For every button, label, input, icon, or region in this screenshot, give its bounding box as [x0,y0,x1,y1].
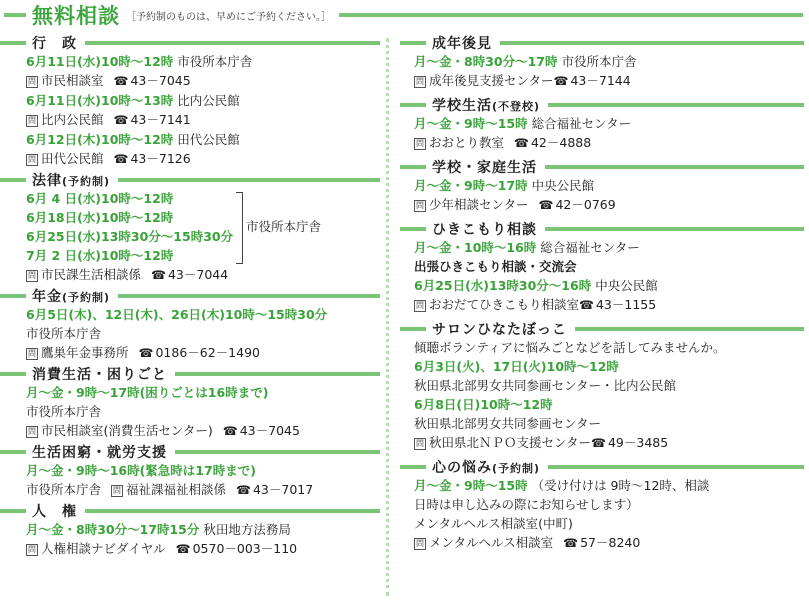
law-dates-group [0,189,380,265]
contact-line: 問 比内公民館 ☎ 43－7141 [28,112,191,127]
contact-line: 問 少年相談センター ☎ 42－0769 [416,197,616,212]
phone-icon: ☎ [113,152,129,166]
right-column [400,32,804,553]
phone-icon: ☎ [514,136,529,150]
contact-line: 問 人権相談ナビダイヤル ☎ 0570－003－110 [28,541,298,556]
note-line: 日時は申し込みの際にお知らせします） [414,497,639,512]
phone-icon: ☎ [151,268,166,282]
inquiry-icon: 問 [28,77,36,86]
section-title: 行 政 [32,35,77,52]
section-gakko2-header [400,157,804,176]
inquiry-icon: 問 [28,116,36,125]
phone-icon: ☎ [138,346,154,360]
inquiry-icon: 問 [28,155,36,164]
list-item: 月～金・9時～16時(緊急時は17時まで) [26,463,256,478]
contact-line: 問 秋田県北ＮＰＯ支援センター☎ 49－3485 [416,435,669,450]
section-title: 消費生活・困りごと [32,366,167,383]
place-line: 秋田県北部男女共同参画センター [414,416,602,431]
contact-line: 問 田代公民館 ☎ 43－7126 [28,151,191,166]
phone-icon: ☎ [175,542,191,556]
inquiry-icon: 問 [416,539,424,548]
list-item: 7月 2 日(水)10時～12時 [26,248,174,263]
phone-icon: ☎ [579,298,594,312]
list-item: 6月11日(水)10時～12時 市役所本庁舎 [26,54,253,69]
inquiry-icon: 問 [416,201,424,210]
phone-icon: ☎ [113,113,129,127]
inquiry-icon: 問 [113,486,122,495]
list-item: 6月11日(水)10時～13時 比内公民館 [26,93,240,108]
place-line: 市役所本庁舎 [26,404,102,419]
list-item: 6月5日(木)、12日(木)、26日(木)10時～15時30分 [26,307,328,322]
list-item: 6月25日(水)13時30分～16時 中央公民館 [414,278,658,293]
left-column [0,32,380,559]
inquiry-icon: 問 [28,427,36,436]
phone-icon: ☎ [553,74,569,88]
place-line: 秋田県北部男女共同参画センター・比内公民館 [414,378,677,393]
section-nenkin-header [0,286,380,305]
inquiry-icon: 問 [28,545,36,554]
event-title: 出張ひきこもり相談・交流会 [414,259,577,274]
contact-line: 問 市民課生活相談係 ☎ 43－7044 [28,267,229,282]
section-title: サロンひなたぼっこ [432,321,567,338]
inquiry-icon: 問 [416,139,424,148]
section-jinken-header [0,501,380,520]
list-item: 6月12日(木)10時～12時 田代公民館 [26,132,240,147]
section-gyosei-header [0,33,380,52]
section-shohi-header [0,364,380,383]
contact-line: 問 市民相談室 ☎ 43－7045 [28,73,191,88]
inquiry-icon: 問 [416,439,424,448]
header-bar-right [339,13,803,17]
place-line: 市役所本庁舎 [26,326,102,341]
list-item: 月～金・9時～15時 （受け付けは 9時～12時、相談 [414,478,710,493]
law-place: 市役所本庁舎 [246,219,322,234]
reservation-note: ［予約制のものは、早めにご予約ください。］ [126,11,331,23]
inquiry-icon: 問 [28,271,36,280]
section-title: 学校生活(不登校) [432,97,541,114]
contact-line: 問 おおとり教室 ☎ 42－4888 [416,135,592,150]
header [0,0,809,30]
phone-icon: ☎ [222,424,238,438]
list-item: 6月3日(火)、17日(火)10時～12時 [414,359,619,374]
list-item: 月～金・9時～15時 総合福祉センター [414,116,632,131]
contact-line: 問 市民相談室(消費生活センター) ☎ 43－7045 [28,423,300,438]
section-seikatsu-header [0,442,380,461]
section-title: 法律(予約制) [32,172,111,189]
bracket [236,192,243,264]
section-title: 学校・家庭生活 [432,159,537,176]
phone-icon: ☎ [538,198,554,212]
contact-line: 問 おおだてひきこもり相談室☎ 43－1155 [416,297,657,312]
section-seinen-header [400,33,804,52]
header-bar-left [4,13,26,17]
inquiry-icon: 問 [416,77,424,86]
phone-icon: ☎ [113,74,129,88]
list-item: 6月25日(水)13時30分～15時30分 [26,229,234,244]
list-item: 月～金・8時30分～17時 市役所本庁舎 [414,54,637,69]
contact-line: 問 鷹巣年金事務所 ☎ 0186－62－1490 [28,345,260,360]
contact-line: 問 メンタルヘルス相談室 ☎ 57－8240 [416,535,641,550]
column-divider [386,38,389,596]
section-horitsu-header [0,170,380,189]
phone-icon: ☎ [236,483,251,497]
page-title: 無料相談 [32,4,120,28]
section-title: 成年後見 [432,35,492,52]
list-item: 月～金・8時30分～17時15分 秋田地方法務局 [26,522,291,537]
section-title: 生活困窮・就労支援 [32,444,167,461]
section-kokoro-header [400,457,804,476]
contact-line: 問 成年後見支援センター☎ 43－7144 [416,73,631,88]
list-item: 月～金・10時～16時 総合福祉センター [414,240,640,255]
section-gakko1-header [400,95,804,114]
section-title: 人 権 [32,503,77,520]
section-title: 年金(予約制) [32,288,111,305]
inquiry-icon: 問 [416,301,424,310]
list-item: 月～金・9時～17時 中央公民館 [414,178,595,193]
section-title: 心の悩み(予約制) [432,459,541,476]
list-item: 6月8日(日)10時～12時 [414,397,553,412]
contact-line: 市役所本庁舎 問 福祉課福祉相談係 ☎ 43－7017 [26,482,314,497]
section-title: ひきこもり相談 [432,221,537,238]
inquiry-icon: 問 [28,349,36,358]
phone-icon: ☎ [563,536,579,550]
list-item: 6月 4 日(水)10時～12時 [26,191,174,206]
section-hikikomori-header [400,219,804,238]
place-line: メンタルヘルス相談室(中町) [414,516,573,531]
list-item: 6月18日(水)10時～12時 [26,210,174,225]
section-salon-header [400,319,804,338]
phone-icon: ☎ [591,436,606,450]
list-item: 月～金・9時～17時(困りごとは16時まで) [26,385,269,400]
description: 傾聴ボランティアに悩みごとなどを話してみませんか。 [414,340,726,355]
